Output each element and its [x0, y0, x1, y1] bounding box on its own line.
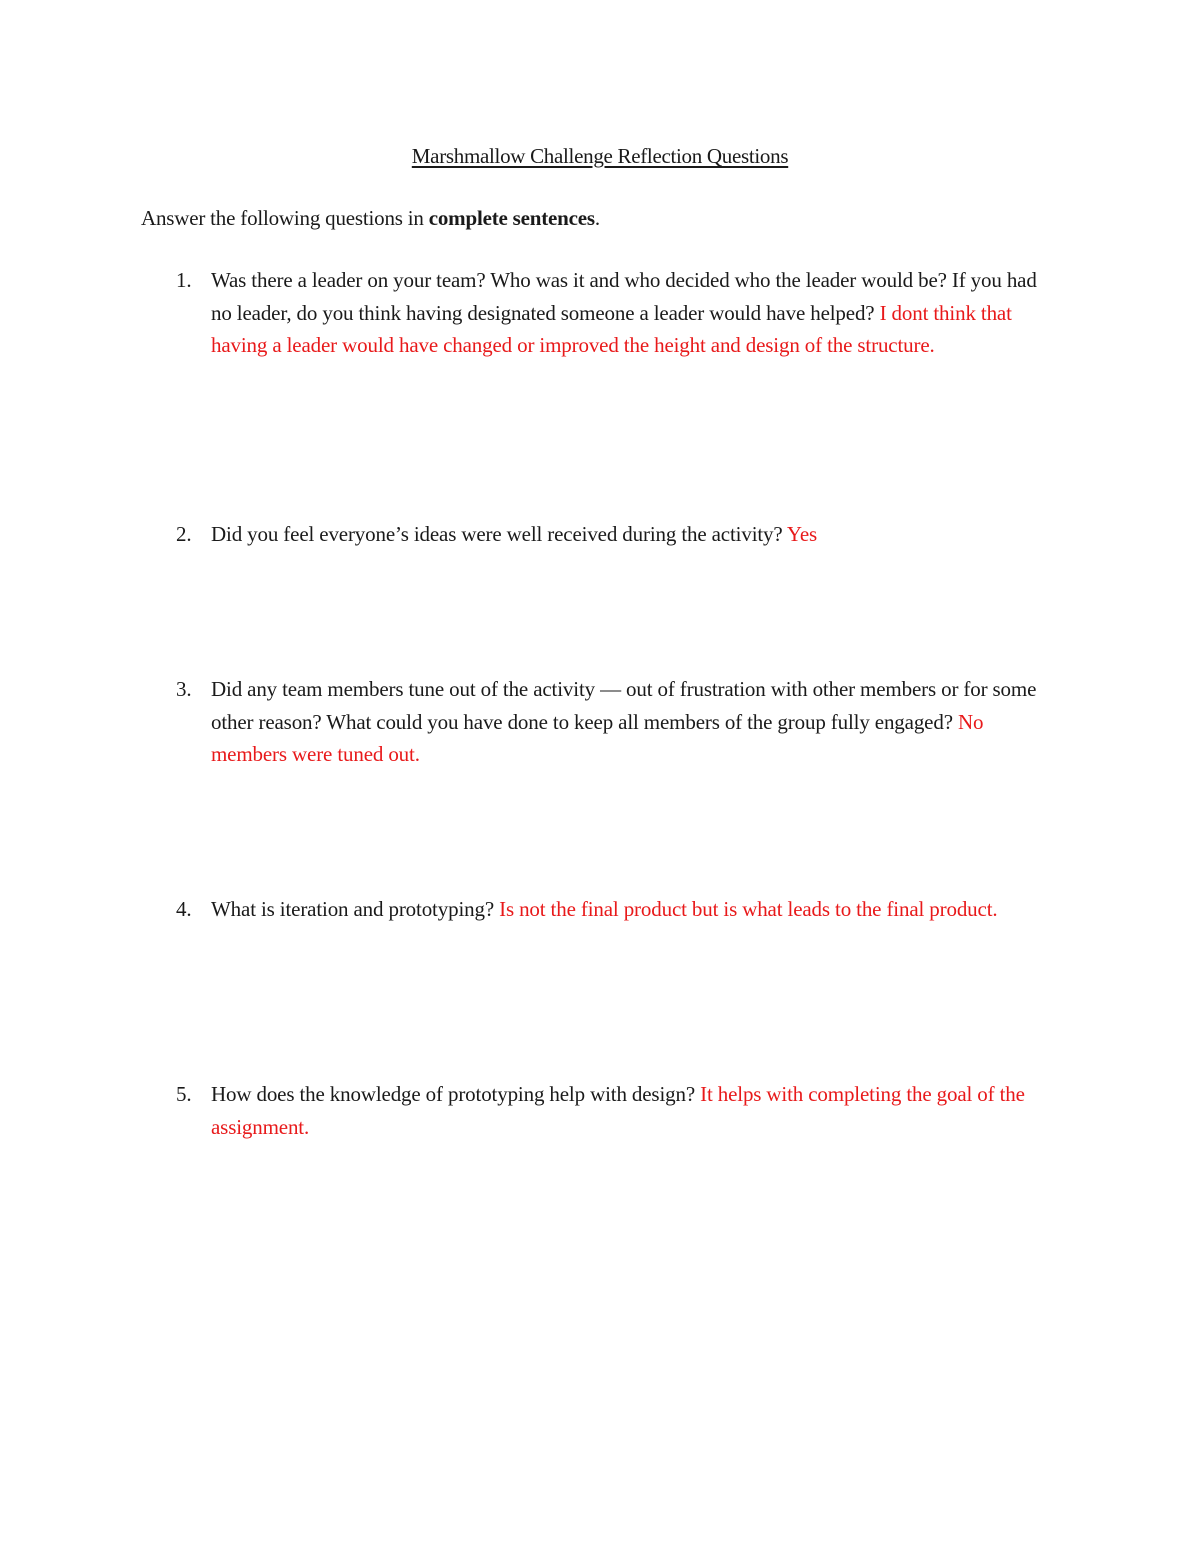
question-text: Did any team members tune out of the activity — out of frustration with other members or for some other reason? What could you have done to keep all members of the group fully engaged? — [211, 677, 1037, 734]
question-item-2 — [176, 518, 1056, 551]
answer-text: It helps with completing the goal of the assignment. — [211, 1082, 1025, 1139]
question-body — [211, 1078, 1056, 1143]
question-body — [211, 264, 1056, 362]
question-number: 2. — [176, 522, 192, 546]
question-body — [211, 518, 1056, 551]
answer-text: I dont think that having a leader would have changed or improved the height and design of the structure. — [211, 300, 1012, 358]
question-number: 1. — [176, 268, 192, 292]
question-item-1 — [176, 264, 1056, 362]
instructions-period: . — [594, 206, 600, 230]
instructions — [141, 204, 600, 232]
question-body — [211, 893, 1056, 926]
question-number: 3. — [176, 677, 192, 701]
answer-text: No members were tuned out. — [211, 709, 984, 767]
answer-text: Is not the final product but is what leads to the final product. — [499, 897, 998, 921]
document-title: Marshmallow Challenge Reflection Questions — [411, 144, 789, 168]
question-number: 5. — [176, 1082, 192, 1106]
question-text: What is iteration and prototyping? — [211, 897, 494, 921]
question-number: 4. — [176, 897, 192, 921]
question-text: Did you feel everyone’s ideas were well received during the activity? — [211, 522, 783, 546]
answer-text: Yes — [786, 522, 818, 546]
instructions-emphasis: complete sentences — [428, 206, 595, 230]
question-body — [211, 673, 1056, 771]
question-text: Was there a leader on your team? Who was it and who decided who the leader would be? If you had no leader, do you think having designated someone a leader would have helped? — [211, 268, 1037, 325]
instructions-text: Answer the following questions in — [141, 206, 429, 230]
question-item-4 — [176, 893, 1056, 926]
question-item-5 — [176, 1078, 1056, 1143]
question-text: How does the knowledge of prototyping help with design? — [211, 1082, 695, 1106]
question-item-3 — [176, 673, 1056, 771]
